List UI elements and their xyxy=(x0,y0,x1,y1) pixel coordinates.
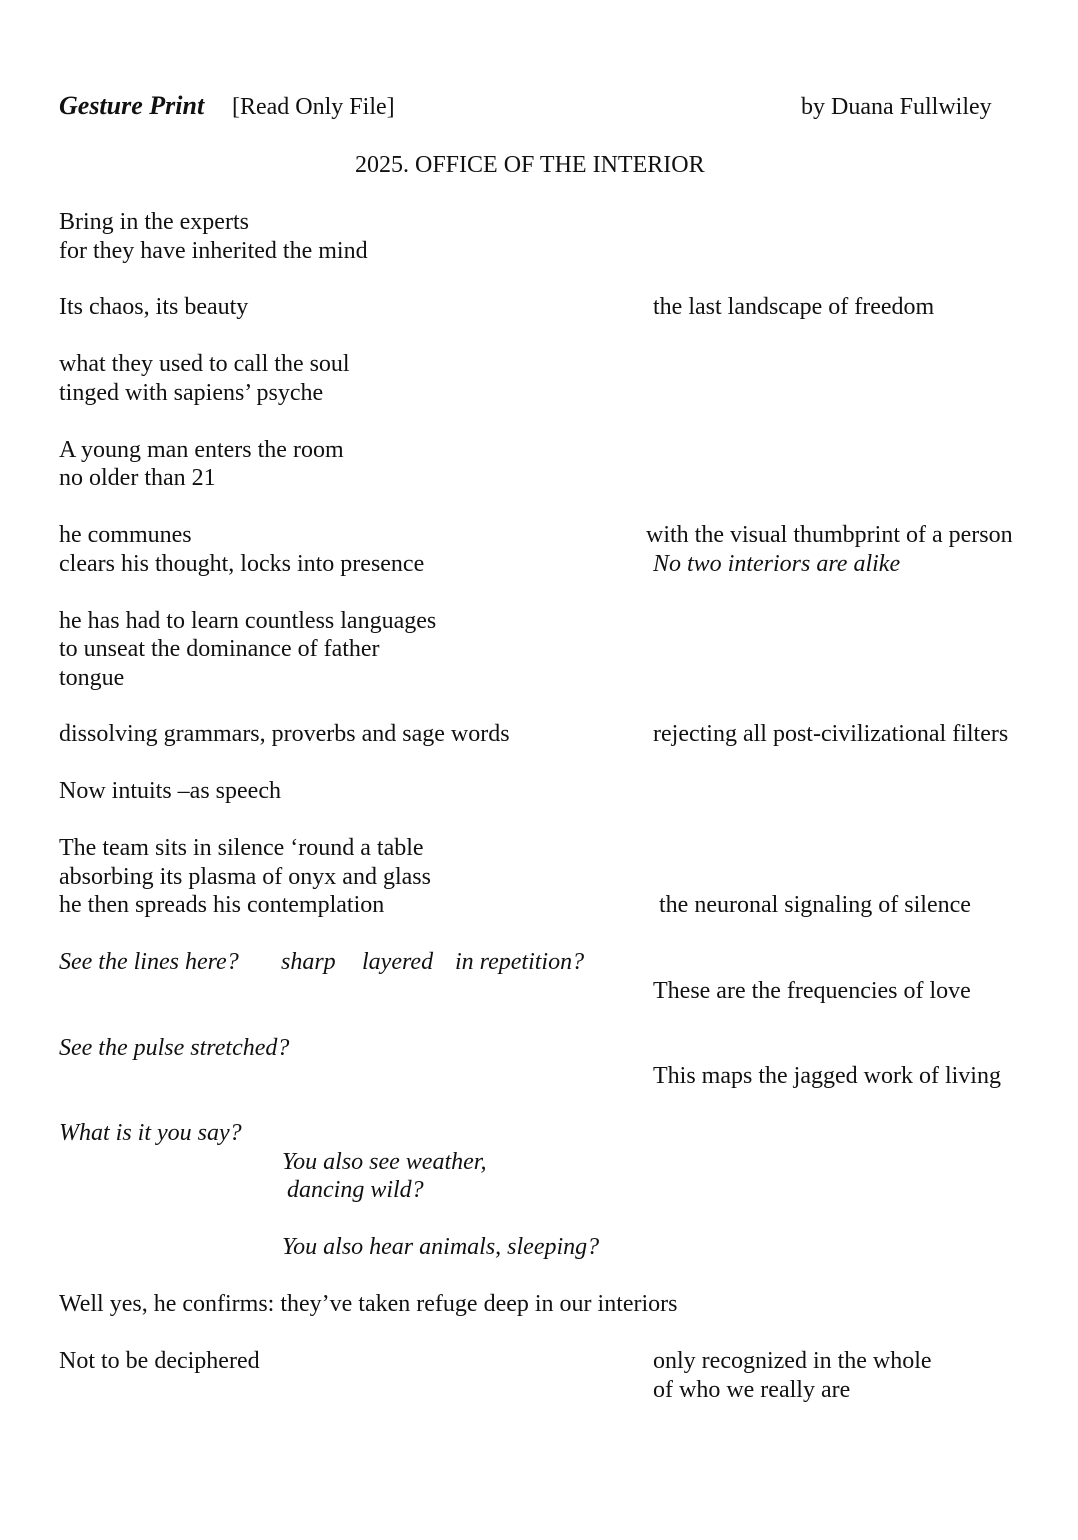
poem-line: to unseat the dominance of father xyxy=(59,636,380,662)
poem-line: Not to be deciphered xyxy=(59,1348,260,1374)
poem-line: tinged with sapiens’ psyche xyxy=(59,380,324,406)
poem-line-right: This maps the jagged work of living xyxy=(653,1063,1001,1089)
poem-line-right: rejecting all post-civilizational filters xyxy=(653,721,1009,747)
poem-line: absorbing its plasma of onyx and glass xyxy=(59,864,431,890)
poem-line: Bring in the experts xyxy=(59,209,249,235)
poem-line-right: These are the frequencies of love xyxy=(653,978,971,1004)
poem-line-right: with the visual thumbprint of a person xyxy=(646,522,1013,548)
poem-line-italic: See the pulse stretched? xyxy=(59,1035,290,1061)
author-byline: by Duana Fullwiley xyxy=(801,94,992,120)
poem-line: for they have inherited the mind xyxy=(59,238,368,264)
poem-line-italic: See the lines here? xyxy=(59,949,239,975)
poem-line-italic: in repetition? xyxy=(455,949,585,975)
poem-line: he communes xyxy=(59,522,192,548)
poem-line-italic: dancing wild? xyxy=(287,1177,424,1203)
poem-line: he then spreads his contemplation xyxy=(59,892,385,918)
poem-line: A young man enters the room xyxy=(59,437,344,463)
poem-line: The team sits in silence ‘round a table xyxy=(59,835,424,861)
file-status: [Read Only File] xyxy=(232,94,395,120)
poem-line: clears his thought, locks into presence xyxy=(59,551,425,577)
poem-line-italic: sharp xyxy=(281,949,336,975)
poem-line-right: of who we really are xyxy=(653,1377,851,1403)
poem-line: dissolving grammars, proverbs and sage words xyxy=(59,721,510,747)
poem-line-italic: layered xyxy=(362,949,434,975)
poem-line-right: only recognized in the whole xyxy=(653,1348,932,1374)
poem-line: Now intuits –as speech xyxy=(59,778,281,804)
poem-line-italic: You also see weather, xyxy=(282,1149,487,1175)
poem-line: Its chaos, its beauty xyxy=(59,294,249,320)
section-title: 2025. OFFICE OF THE INTERIOR xyxy=(355,152,705,178)
poem-line-italic: You also hear animals, sleeping? xyxy=(282,1234,600,1260)
poem-line-right-italic: No two interiors are alike xyxy=(653,551,901,577)
poem-line: Well yes, he confirms: they’ve taken refuge deep in our interiors xyxy=(59,1291,678,1317)
poem-line-right: the last landscape of freedom xyxy=(653,294,935,320)
poem-line: tongue xyxy=(59,665,125,691)
poem-line: he has had to learn countless languages xyxy=(59,608,437,634)
poem-line-italic: What is it you say? xyxy=(59,1120,242,1146)
poem-line-right: the neuronal signaling of silence xyxy=(659,892,971,918)
poem-line: what they used to call the soul xyxy=(59,351,350,377)
poem-title: Gesture Print xyxy=(59,91,205,120)
poem-line: no older than 21 xyxy=(59,465,216,491)
